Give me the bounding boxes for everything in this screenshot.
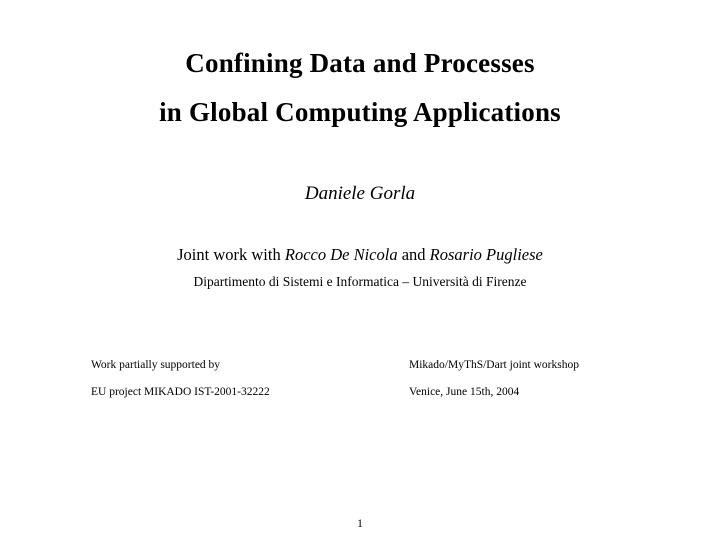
project-id: EU project MIKADO IST-2001-32222	[91, 386, 270, 398]
support-note: Work partially supported by	[91, 359, 221, 371]
page-number: 1	[357, 518, 363, 530]
joint-work-line	[0, 245, 720, 265]
workshop-date-place: Venice, June 15th, 2004	[409, 386, 520, 398]
coauthor-1: Rocco De Nicola	[284, 245, 398, 264]
joint-conjunction: and	[397, 245, 430, 264]
coauthor-2: Rosario Pugliese	[429, 245, 543, 264]
title-line-2: in Global Computing Applications	[159, 97, 561, 127]
affiliation: Dipartimento di Sistemi e Informatica – Università di Firenze	[193, 274, 527, 289]
title-line-1: Confining Data and Processes	[185, 48, 535, 78]
workshop-name: Mikado/MyThS/Dart joint workshop	[409, 359, 579, 371]
author-name: Daniele Gorla	[304, 183, 416, 204]
joint-prefix: Joint work with	[177, 245, 285, 264]
